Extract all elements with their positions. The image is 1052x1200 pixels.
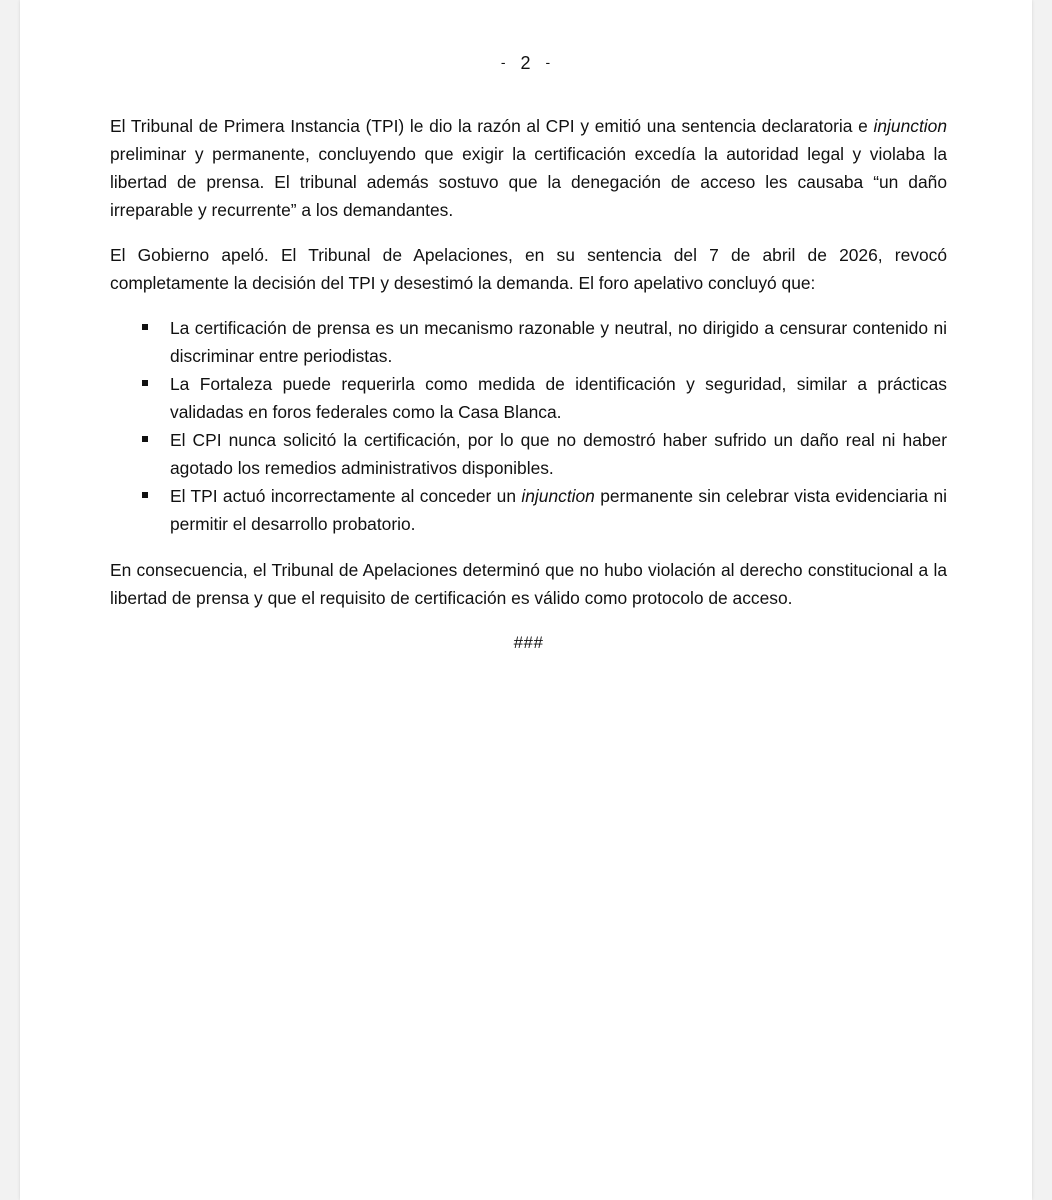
square-bullet-icon [142,436,148,442]
paragraph-conclusion: En consecuencia, el Tribunal de Apelaciones determinó que no hubo violación al derecho constitucional a la libertad de prensa y que el requisito de certificación es válido como protocolo de acceso. [110,560,947,608]
list-item-text-a: El TPI actuó incorrectamente al conceder un [170,486,522,506]
end-mark: ### [513,633,544,652]
list-item [110,370,947,426]
paragraph-appeal: El Gobierno apeló. El Tribunal de Apelaciones, en su sentencia del 7 de abril de 2026, revocó completamente la decisión del TPI y desestimó la demanda. El foro apelativo concluyó que: [110,245,947,293]
document-page [20,0,1032,1200]
square-bullet-icon [142,492,148,498]
page-number-dash-right: - [545,54,552,70]
conclusions-list [110,314,947,538]
list-item-text: La certificación de prensa es un mecanismo razonable y neutral, no dirigido a censurar contenido ni discriminar entre periodistas. [170,318,947,366]
square-bullet-icon [142,380,148,386]
paragraph-tpi-ruling-italic-term: injunction [873,116,947,136]
paragraph-tpi-ruling-text-a: El Tribunal de Primera Instancia (TPI) le dio la razón al CPI y emitió una sentencia declaratoria e [110,116,874,136]
list-item-text: El CPI nunca solicitó la certificación, por lo que no demostró haber sufrido un daño real ni haber agotado los remedios administrativos disponibles. [170,430,947,478]
list-item-text-b: permanente sin celebrar vista evidenciaria ni permitir el desarrollo probatorio. [170,486,947,534]
document-body [110,112,947,657]
list-item-text: La Fortaleza puede requerirla como medida de identificación y seguridad, similar a prácticas validadas en foros federales como la Casa Blanca. [170,374,947,422]
page-number-value: 2 [520,53,532,73]
paragraph-tpi-ruling [110,112,947,224]
list-item [110,482,947,538]
list-item [110,314,947,370]
page-number [20,53,1032,74]
paragraph-tpi-ruling-text-b: preliminar y permanente, concluyendo que exigir la certificación excedía la autoridad legal y violaba la libertad de prensa. El tribunal además sostuvo que la denegación de acceso les causaba “un daño irreparable y recurrente” a los demandantes. [110,144,947,220]
page-number-dash-left: - [500,54,507,70]
list-item-italic-term: injunction [521,486,595,506]
list-item [110,426,947,482]
square-bullet-icon [142,324,148,330]
